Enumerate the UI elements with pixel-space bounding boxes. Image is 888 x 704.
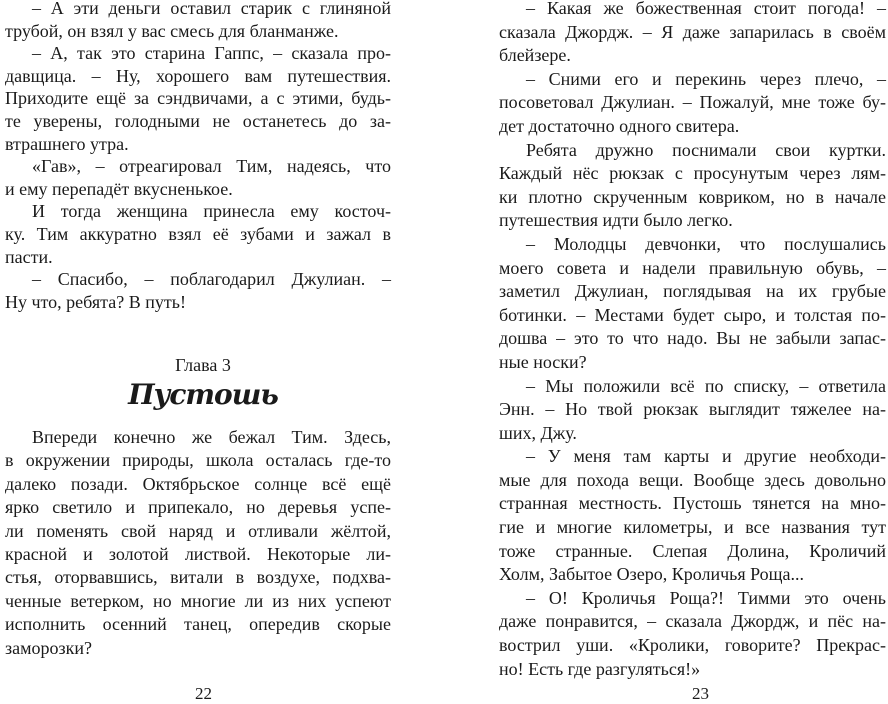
text-line: посоветовал Джулиан. – Пожалуй, мне тоже бу- <box>499 92 886 113</box>
text-line: И тогда женщина принесла ему косточ- <box>32 201 391 222</box>
text-line: и ему перепадёт вкусненькое. <box>5 178 233 199</box>
paragraph <box>499 68 886 139</box>
page-number-right: 23 <box>692 684 709 703</box>
text-line: ли поменять свой наряд и отливали жёлтой, <box>5 520 391 541</box>
left-page <box>5 0 391 704</box>
text-line: путешествия идти было легко. <box>499 210 733 231</box>
paragraph <box>5 0 391 42</box>
right-page-text <box>499 0 886 681</box>
text-line: в окружении природы, школа осталась где-то <box>5 450 391 471</box>
text-line: тоже странные. Слепая Долина, Кроличий <box>499 540 886 561</box>
text-line: – О! Кроличья Роща?! Тимми это очень <box>526 587 886 608</box>
text-line: стья, оторвавшись, витали в воздухе, подхва- <box>5 567 391 588</box>
text-line: ченные ветерком, но многие ли из них успеют <box>5 590 391 611</box>
text-line: но! Есть где разгуляться!» <box>499 658 701 679</box>
chapter-number: Глава 3 <box>175 355 231 375</box>
text-line: дет достаточно одного свитера. <box>499 115 740 136</box>
text-line: Впереди конечно же бежал Тим. Здесь, <box>32 427 391 447</box>
text-line: ные носки? <box>499 351 587 372</box>
text-line: дошва – это то что надо. Вы не забыли запас- <box>499 328 886 349</box>
text-line: даже понравится, – сказала Джордж, и пёс на- <box>499 611 886 632</box>
text-line: заметил Джулиан, поглядывая на их грубые <box>499 281 886 302</box>
page-number-left: 22 <box>195 684 212 703</box>
text-line: – У меня там карты и другие необходи- <box>526 446 886 467</box>
text-line: – А, так это старина Гаппс, – сказала про- <box>32 43 391 64</box>
text-line: Ребята дружно поснимали свои куртки. <box>526 139 886 160</box>
text-line: блейзере. <box>499 45 571 66</box>
text-line: странная местность. Пустошь тянется на мно- <box>499 493 886 514</box>
paragraph <box>499 0 886 68</box>
text-line: «Гав», – отреагировал Тим, надеясь, что <box>32 156 391 177</box>
chapter-title: Пустошь <box>128 378 278 411</box>
right-page <box>499 0 886 704</box>
text-line: – А эти деньги оставил старик с глиняной <box>32 0 391 18</box>
text-line: ших, Джу. <box>499 422 577 443</box>
text-line: Приходите ещё за сэндвичами, а с этими, будь- <box>5 88 391 109</box>
text-line: гие и многие километры, и все названия тут <box>499 517 886 538</box>
text-line: Холм, Забытое Озеро, Кроличья Роща... <box>499 564 805 585</box>
text-line: мые для похода вещи. Вообще здесь довольно <box>499 469 886 490</box>
text-line: ботинки. – Местами будет сыро, и толстая по- <box>499 304 886 325</box>
paragraph <box>5 426 391 660</box>
paragraph <box>5 200 391 268</box>
text-line: трубой, он взял у вас смесь для бланманже. <box>5 20 339 41</box>
text-line: далеко позади. Октябрьское солнце всё ещё <box>5 473 391 494</box>
text-line: ки плотно скрученным ковриком, но в начале <box>499 186 886 207</box>
text-line: пасти. <box>5 246 53 267</box>
paragraph <box>499 445 886 587</box>
text-line: Каждый нёс рюкзак с просунутым через лям- <box>499 163 886 184</box>
paragraph <box>5 155 391 200</box>
chapter-body-text <box>5 426 391 660</box>
left-page-text-top <box>5 0 391 313</box>
text-line: давщица. – Ну, хорошего вам путешествия. <box>5 65 391 86</box>
paragraph <box>499 375 886 446</box>
text-line: ку. Тим аккуратно взял её зубами и зажал в <box>5 223 391 244</box>
text-line: Энн. – Но твой рюкзак выглядит тяжелее на- <box>499 399 886 420</box>
text-line: Ну что, ребята? В путь! <box>5 291 186 312</box>
text-line: красной и золотой листвой. Некоторые ли- <box>5 543 391 564</box>
paragraph <box>499 233 886 375</box>
text-line: вострил уши. «Кролики, говорите? Прекрас- <box>499 635 886 656</box>
paragraph <box>5 268 391 313</box>
paragraph <box>499 587 886 681</box>
text-line: – Мы положили всё по списку, – ответила <box>526 375 886 396</box>
text-line: – Спасибо, – поблагодарил Джулиан. – <box>32 269 391 290</box>
text-line: ярко светило и припекало, но деревья успе- <box>5 497 391 518</box>
paragraph <box>5 42 391 155</box>
text-line: сказала Джордж. – Я даже запарилась в своём <box>499 21 886 42</box>
text-line: – Какая же божественная стоит погода! – <box>526 0 886 18</box>
paragraph <box>499 139 886 233</box>
text-line: втрашнего утра. <box>5 133 129 154</box>
text-line: заморозки? <box>5 637 92 658</box>
text-line: моего совета и надели правильную обувь, – <box>499 257 886 278</box>
text-line: – Молодцы девчонки, что послушались <box>526 233 886 254</box>
text-line: те уверены, голодными не останетесь до за- <box>5 110 391 131</box>
text-line: исполнить осенний танец, опередив скорые <box>5 614 391 635</box>
text-line: – Сними его и перекинь через плечо, – <box>526 68 886 89</box>
